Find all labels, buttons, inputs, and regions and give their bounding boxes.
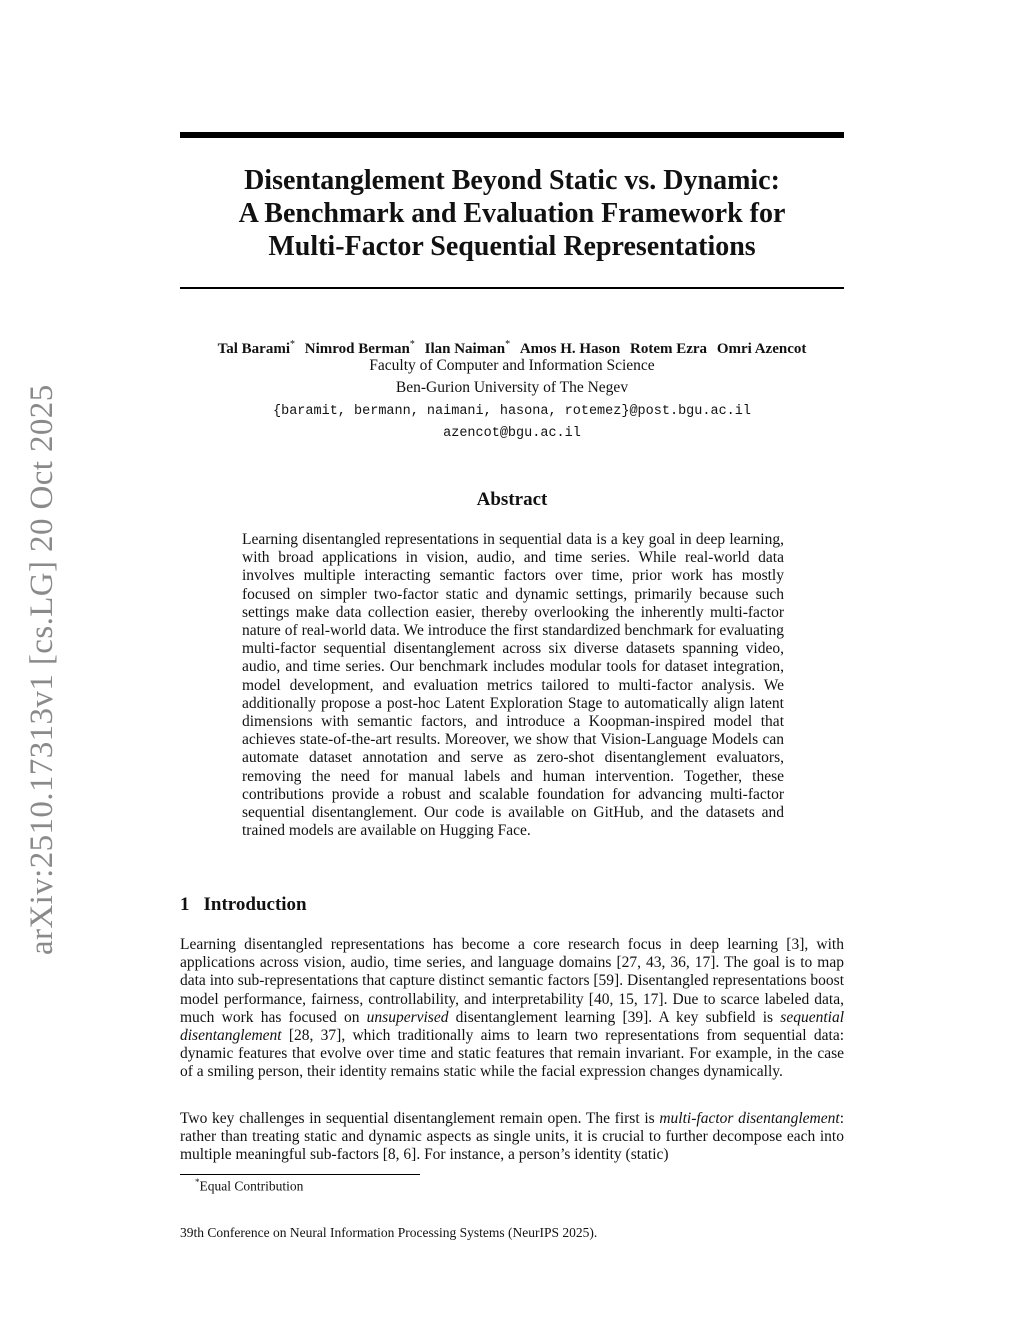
author-name: Nimrod Berman*: [304, 339, 415, 357]
section-title: Introduction: [203, 894, 307, 915]
affiliation-department: Faculty of Computer and Information Science: [369, 357, 655, 374]
section-number: 1: [180, 894, 190, 915]
footnote: *Equal Contribution: [195, 1177, 304, 1194]
author-name: Tal Barami*: [217, 339, 295, 357]
author-emails: {baramit, bermann, naimani, hasona, rotemez}@post.bgu.ac.il: [273, 404, 751, 419]
title-line: Multi-Factor Sequential Representations: [268, 231, 756, 262]
footnote-rule: [180, 1174, 420, 1175]
author-name: Rotem Ezra: [630, 341, 708, 357]
title-bottom-rule: [180, 287, 844, 289]
affiliation-university: Ben-Gurion University of The Negev: [395, 379, 629, 396]
intro-paragraph: Two key challenges in sequential disentanglement remain open. The first is multi-factor disentanglement: rather than treating static and dynamic aspects as single units, it is crucial to further decompose each into multiple meaningful sub-factors [8, 6]. For instance, a person’s identity (static): [180, 1110, 845, 1164]
section-heading: [180, 894, 307, 916]
author-email: azencot@bgu.ac.il: [443, 426, 581, 441]
author-name: Amos H. Hason: [519, 341, 621, 357]
conference-note: 39th Conference on Neural Information Processing Systems (NeurIPS 2025).: [180, 1225, 598, 1240]
title-top-rule: [180, 132, 844, 138]
author-name: Ilan Naiman*: [424, 339, 511, 357]
paper-title: [180, 164, 844, 263]
title-line: A Benchmark and Evaluation Framework for: [238, 198, 786, 229]
arxiv-identifier-stamp: arXiv:2510.17313v1 [cs.LG] 20 Oct 2025: [24, 384, 60, 955]
title-line: Disentanglement Beyond Static vs. Dynamic:: [244, 165, 780, 196]
author-name: Omri Azencot: [716, 341, 807, 357]
abstract-body: Learning disentangled representations in sequential data is a key goal in deep learning, with broad applications in vision, audio, and time series. While real-world data involves multiple interacting semantic factors over time, prior work has mostly focused on simpler two-factor static and dynamic settings, primarily because such settings make data collection easier, thereby overlooking the inherently multi-factor nature of real-world data. We introduce the first standardized benchmark for evaluating multi-factor sequential disentanglement across six diverse datasets spanning video, audio, and time series. Our benchmark includes modular tools for dataset integration, model development, and evaluation metrics tailored to multi-factor analysis. We additionally propose a post-hoc Latent Exploration Stage to automatically align latent dimensions with semantic factors, and introduce a Koopman-inspired model that achieves state-of-the-art results. Moreover, we show that Vision-Language Models can automate dataset annotation and serve as zero-shot disentanglement evaluators, removing the need for manual labels and human intervention. Together, these contributions provide a robust and scalable foundation for advancing multi-factor sequential disentanglement. Our code is available on GitHub, and the datasets and trained models are available on Hugging Face.: [242, 531, 784, 840]
abstract-heading: Abstract: [476, 489, 548, 510]
intro-paragraph: Learning disentangled representations has become a core research focus in deep learning [3], with applications across vision, audio, time series, and language domains [27, 43, 36, 17]. The goal is to map data into sub-representations that capture distinct semantic factors [59]. Disentangled representations boost model performance, fairness, controllability, and interpretability [40, 15, 17]. Due to scarce labeled data, much work has focused on unsupervised disentanglement learning [39]. A key subfield is sequential disentanglement [28, 37], which traditionally aims to learn two representations from sequential data: dynamic features that evolve over time and static features that remain invariant. For example, in the case of a smiling person, their identity remains static while the facial expression changes dynamically.: [180, 936, 845, 1081]
